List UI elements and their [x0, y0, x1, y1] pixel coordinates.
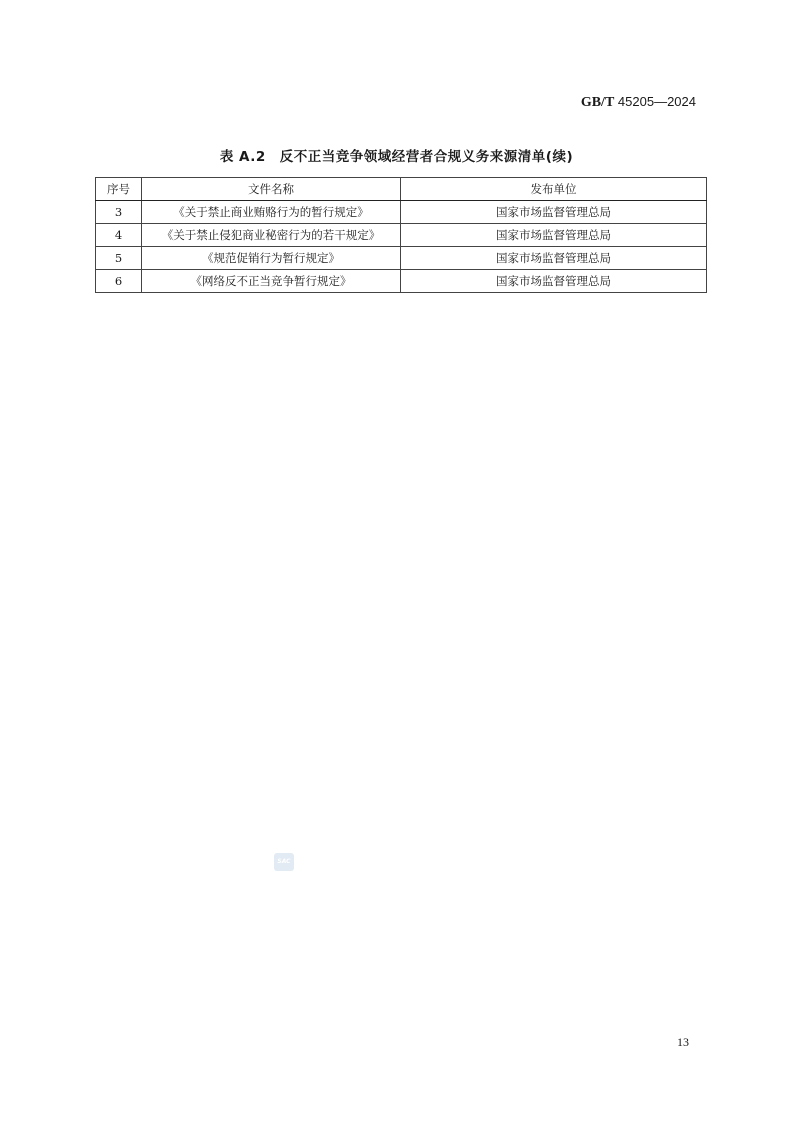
table-row	[96, 201, 707, 224]
row-number: 6	[96, 270, 142, 293]
row-number: 4	[96, 224, 142, 247]
document-name: 《网络反不正当竞争暂行规定》	[142, 270, 401, 293]
table-row	[96, 247, 707, 270]
table-row	[96, 224, 707, 247]
publisher: 国家市场监督管理总局	[401, 247, 707, 270]
document-name: 《关于禁止侵犯商业秘密行为的若干规定》	[142, 224, 401, 247]
table-row	[96, 270, 707, 293]
column-header-publisher: 发布单位	[401, 178, 707, 201]
document-name: 《规范促销行为暂行规定》	[142, 247, 401, 270]
column-header-name: 文件名称	[142, 178, 401, 201]
table-caption: 表 A.2 反不正当竞争领域经营者合规义务来源清单(续)	[219, 149, 574, 165]
document-name: 《关于禁止商业贿赂行为的暂行规定》	[142, 201, 401, 224]
publisher: 国家市场监督管理总局	[401, 224, 707, 247]
table-header-row	[96, 178, 707, 201]
page-number: 13	[677, 1035, 689, 1049]
column-header-no: 序号	[96, 178, 142, 201]
row-number: 3	[96, 201, 142, 224]
publisher: 国家市场监督管理总局	[401, 201, 707, 224]
compliance-source-table	[95, 177, 707, 293]
row-number: 5	[96, 247, 142, 270]
standard-prefix: GB/T	[580, 95, 615, 110]
publisher: 国家市场监督管理总局	[401, 270, 707, 293]
standard-code: 45205—2024	[617, 94, 696, 109]
standard-number	[581, 94, 696, 111]
sac-watermark-logo: SAC	[274, 853, 294, 871]
